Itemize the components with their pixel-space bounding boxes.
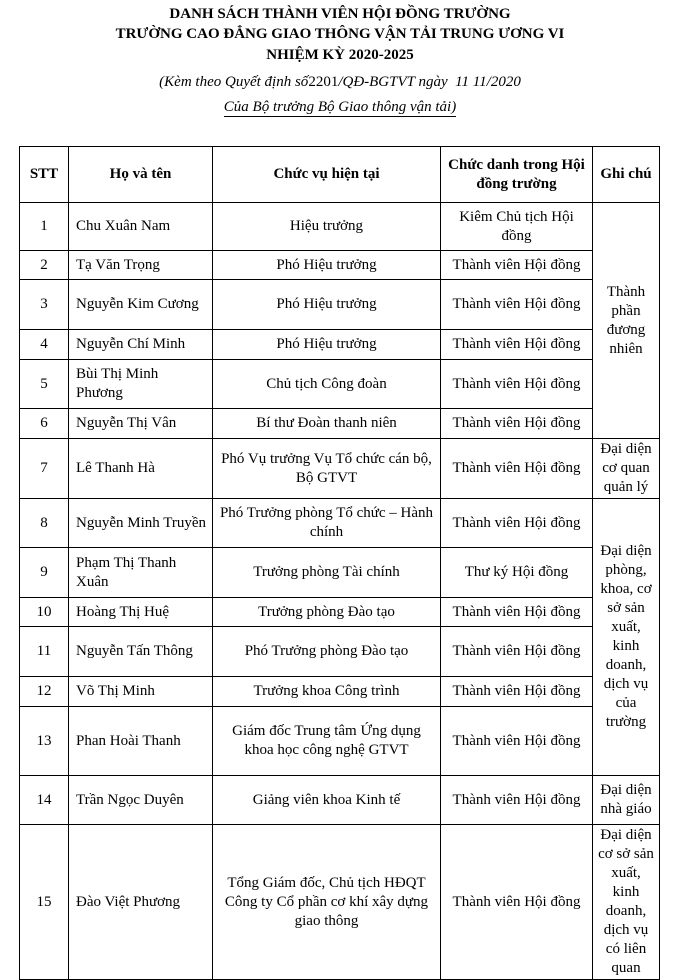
table-row bbox=[20, 330, 660, 360]
position-cell: Phó Trưởng phòng Đào tạo bbox=[213, 627, 441, 677]
term: NHIỆM KỲ 2020-2025 bbox=[266, 47, 414, 63]
role-cell: Thành viên Hội đồng bbox=[441, 499, 593, 548]
table-row bbox=[20, 409, 660, 439]
note-cell: Thành phần đương nhiên bbox=[593, 203, 660, 439]
position-cell: Giảng viên khoa Kinh tế bbox=[213, 776, 441, 825]
note-cell: Đại diện cơ quan quản lý bbox=[593, 439, 660, 499]
name-cell: Nguyễn Kim Cương bbox=[69, 280, 213, 330]
stt-cell: 7 bbox=[20, 439, 69, 499]
table-row bbox=[20, 677, 660, 707]
note-cell: Đại diện nhà giáo bbox=[593, 776, 660, 825]
position-cell: Trưởng phòng Tài chính bbox=[213, 548, 441, 598]
role-cell: Thành viên Hội đồng bbox=[441, 825, 593, 980]
col-header-name: Họ và tên bbox=[69, 147, 213, 203]
name-cell: Phạm Thị Thanh Xuân bbox=[69, 548, 213, 598]
position-cell: Phó Hiệu trưởng bbox=[213, 330, 441, 360]
col-header-stt: STT bbox=[20, 147, 69, 203]
position-cell: Phó Hiệu trưởng bbox=[213, 251, 441, 280]
stt-cell: 12 bbox=[20, 677, 69, 707]
position-cell: Bí thư Đoàn thanh niên bbox=[213, 409, 441, 439]
stt-cell: 8 bbox=[20, 499, 69, 548]
name-cell: Bùi Thị Minh Phương bbox=[69, 360, 213, 409]
stt-cell: 3 bbox=[20, 280, 69, 330]
name-cell: Lê Thanh Hà bbox=[69, 439, 213, 499]
name-cell: Trần Ngọc Duyên bbox=[69, 776, 213, 825]
decision-number: 2201 bbox=[308, 74, 339, 90]
col-header-role: Chức danh trong Hội đồng trường bbox=[441, 147, 593, 203]
col-header-position: Chức vụ hiện tại bbox=[213, 147, 441, 203]
role-cell: Thành viên Hội đồng bbox=[441, 627, 593, 677]
note-cell: Đại diện cơ sở sản xuất, kinh doanh, dịch vụ có liên quan bbox=[593, 825, 660, 980]
note-cell: Đại diện phòng, khoa, cơ sở sản xuất, kinh doanh, dịch vụ của trường bbox=[593, 499, 660, 776]
role-cell: Thành viên Hội đồng bbox=[441, 280, 593, 330]
table-header-row bbox=[20, 147, 660, 203]
position-cell: Giám đốc Trung tâm Ứng dụng khoa học công nghệ GTVT bbox=[213, 707, 441, 776]
stt-cell: 15 bbox=[20, 825, 69, 980]
position-cell: Phó Trưởng phòng Tổ chức – Hành chính bbox=[213, 499, 441, 548]
name-cell: Hoàng Thị Huệ bbox=[69, 598, 213, 627]
decision-mid: /QĐ-BGTVT ngày bbox=[338, 74, 448, 90]
name-cell: Tạ Văn Trọng bbox=[69, 251, 213, 280]
name-cell: Võ Thị Minh bbox=[69, 677, 213, 707]
table-row bbox=[20, 707, 660, 776]
name-cell: Nguyễn Tấn Thông bbox=[69, 627, 213, 677]
table-row bbox=[20, 360, 660, 409]
decision-reference bbox=[0, 72, 680, 92]
school-name: TRƯỜNG CAO ĐẲNG GIAO THÔNG VẬN TẢI TRUNG ƯƠNG VI bbox=[115, 26, 565, 42]
table-row bbox=[20, 203, 660, 251]
table-row bbox=[20, 251, 660, 280]
table-row bbox=[20, 439, 660, 499]
stt-cell: 5 bbox=[20, 360, 69, 409]
position-cell: Chủ tịch Công đoàn bbox=[213, 360, 441, 409]
stt-cell: 14 bbox=[20, 776, 69, 825]
position-cell: Trưởng khoa Công trình bbox=[213, 677, 441, 707]
decision-date: 11/2020 bbox=[472, 74, 521, 90]
name-cell: Nguyễn Chí Minh bbox=[69, 330, 213, 360]
stt-cell: 9 bbox=[20, 548, 69, 598]
stt-cell: 4 bbox=[20, 330, 69, 360]
issuer-text: Của Bộ trưởng Bộ Giao thông vận tải) bbox=[223, 99, 457, 115]
role-cell: Thư ký Hội đồng bbox=[441, 548, 593, 598]
stt-cell: 11 bbox=[20, 627, 69, 677]
role-cell: Thành viên Hội đồng bbox=[441, 707, 593, 776]
stt-cell: 2 bbox=[20, 251, 69, 280]
position-cell: Trưởng phòng Đào tạo bbox=[213, 598, 441, 627]
members-table bbox=[19, 146, 660, 980]
role-cell: Thành viên Hội đồng bbox=[441, 360, 593, 409]
name-cell: Đào Việt Phương bbox=[69, 825, 213, 980]
role-cell: Thành viên Hội đồng bbox=[441, 439, 593, 499]
table-row bbox=[20, 627, 660, 677]
issuer bbox=[0, 97, 680, 117]
col-header-notes: Ghi chú bbox=[593, 147, 660, 203]
role-cell: Thành viên Hội đồng bbox=[441, 776, 593, 825]
decision-day: 11 bbox=[455, 74, 470, 90]
table-row bbox=[20, 776, 660, 825]
stt-cell: 10 bbox=[20, 598, 69, 627]
table-row bbox=[20, 825, 660, 980]
position-cell: Tổng Giám đốc, Chủ tịch HĐQT Công ty Cổ phần cơ khí xây dựng giao thông bbox=[213, 825, 441, 980]
decision-prefix: (Kèm theo Quyết định số bbox=[159, 74, 309, 90]
role-cell: Thành viên Hội đồng bbox=[441, 598, 593, 627]
role-cell: Kiêm Chủ tịch Hội đồng bbox=[441, 203, 593, 251]
table-row bbox=[20, 499, 660, 548]
position-cell: Hiệu trưởng bbox=[213, 203, 441, 251]
table-row bbox=[20, 548, 660, 598]
role-cell: Thành viên Hội đồng bbox=[441, 330, 593, 360]
stt-cell: 6 bbox=[20, 409, 69, 439]
table-row bbox=[20, 280, 660, 330]
role-cell: Thành viên Hội đồng bbox=[441, 677, 593, 707]
name-cell: Nguyễn Thị Vân bbox=[69, 409, 213, 439]
name-cell: Chu Xuân Nam bbox=[69, 203, 213, 251]
document-title: DANH SÁCH THÀNH VIÊN HỘI ĐỒNG TRƯỜNG bbox=[169, 6, 511, 22]
table-row bbox=[20, 598, 660, 627]
position-cell: Phó Hiệu trưởng bbox=[213, 280, 441, 330]
role-cell: Thành viên Hội đồng bbox=[441, 251, 593, 280]
name-cell: Nguyễn Minh Truyền bbox=[69, 499, 213, 548]
stt-cell: 13 bbox=[20, 707, 69, 776]
role-cell: Thành viên Hội đồng bbox=[441, 409, 593, 439]
name-cell: Phan Hoài Thanh bbox=[69, 707, 213, 776]
position-cell: Phó Vụ trưởng Vụ Tổ chức cán bộ, Bộ GTVT bbox=[213, 439, 441, 499]
stt-cell: 1 bbox=[20, 203, 69, 251]
